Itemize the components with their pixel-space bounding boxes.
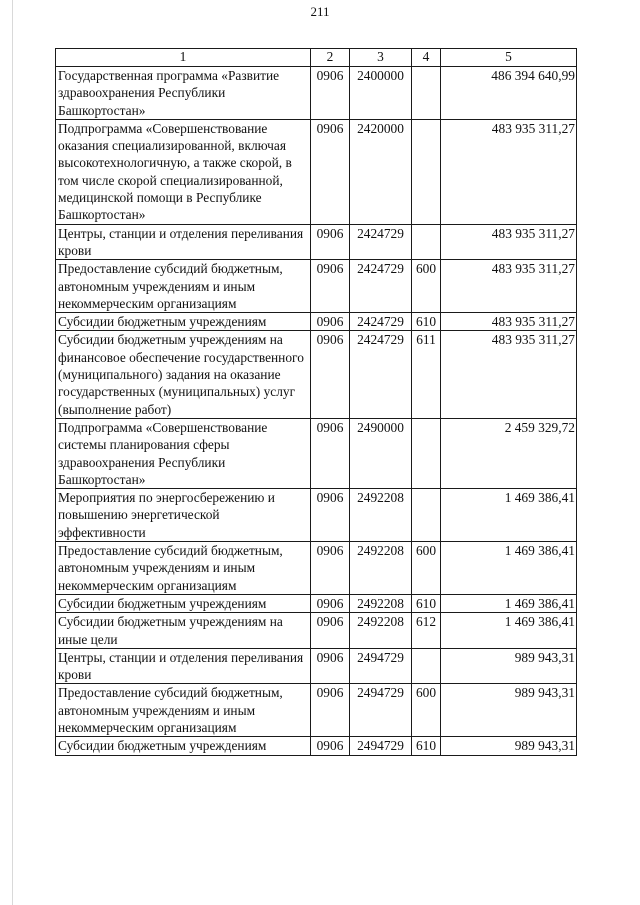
table-row (56, 594, 577, 612)
row-code: 2400000 (350, 67, 412, 120)
column-header-code: 3 (350, 49, 412, 67)
row-section: 0906 (311, 613, 350, 649)
row-code: 2424729 (350, 313, 412, 331)
table-row (56, 648, 577, 684)
row-section: 0906 (311, 313, 350, 331)
row-section: 0906 (311, 594, 350, 612)
row-name: Подпрограмма «Совершенствование системы планирования сферы здравоохранения Республики Башкортостан» (56, 418, 311, 488)
column-header-section: 2 (311, 49, 350, 67)
row-kind (412, 648, 441, 684)
row-code: 2492208 (350, 594, 412, 612)
budget-table (55, 48, 577, 756)
row-name: Субсидии бюджетным учреждениям на иные цели (56, 613, 311, 649)
row-section: 0906 (311, 119, 350, 224)
row-amount: 486 394 640,99 (441, 67, 577, 120)
row-code: 2424729 (350, 224, 412, 260)
table-header-row (56, 49, 577, 67)
row-section: 0906 (311, 684, 350, 737)
row-kind (412, 224, 441, 260)
row-code: 2424729 (350, 260, 412, 313)
row-amount: 483 935 311,27 (441, 260, 577, 313)
column-header-amount: 5 (441, 49, 577, 67)
row-section: 0906 (311, 648, 350, 684)
table-row (56, 119, 577, 224)
row-amount: 2 459 329,72 (441, 418, 577, 488)
table-row (56, 542, 577, 595)
row-name: Предоставление субсидий бюджетным, автономным учреждениям и иным некоммерческим организациям (56, 260, 311, 313)
row-code: 2494729 (350, 684, 412, 737)
row-kind: 610 (412, 737, 441, 755)
row-name: Субсидии бюджетным учреждениям (56, 313, 311, 331)
row-kind: 611 (412, 331, 441, 418)
row-section: 0906 (311, 224, 350, 260)
row-section: 0906 (311, 542, 350, 595)
row-name: Центры, станции и отделения переливания крови (56, 648, 311, 684)
row-code: 2492208 (350, 613, 412, 649)
scan-fold-line (12, 0, 13, 905)
table-row (56, 613, 577, 649)
table-row (56, 331, 577, 418)
row-amount: 483 935 311,27 (441, 313, 577, 331)
row-amount: 989 943,31 (441, 737, 577, 755)
row-section: 0906 (311, 260, 350, 313)
row-amount: 1 469 386,41 (441, 489, 577, 542)
row-code: 2490000 (350, 418, 412, 488)
row-kind (412, 418, 441, 488)
row-name: Государственная программа «Развитие здравоохранения Республики Башкортостан» (56, 67, 311, 120)
row-kind: 600 (412, 260, 441, 313)
page-number: 211 (310, 4, 330, 19)
row-section: 0906 (311, 67, 350, 120)
table-row (56, 313, 577, 331)
row-kind: 610 (412, 594, 441, 612)
row-kind: 600 (412, 542, 441, 595)
row-section: 0906 (311, 737, 350, 755)
row-amount: 483 935 311,27 (441, 331, 577, 418)
row-name: Предоставление субсидий бюджетным, автономным учреждениям и иным некоммерческим организациям (56, 684, 311, 737)
row-amount: 1 469 386,41 (441, 542, 577, 595)
row-kind: 612 (412, 613, 441, 649)
row-amount: 483 935 311,27 (441, 119, 577, 224)
table-row (56, 224, 577, 260)
row-amount: 483 935 311,27 (441, 224, 577, 260)
row-code: 2494729 (350, 737, 412, 755)
row-kind: 600 (412, 684, 441, 737)
row-name: Субсидии бюджетным учреждениям на финансовое обеспечение государственного (муниципального) задания на оказание государственных (муниципальных) услуг (выполнение работ) (56, 331, 311, 418)
row-kind (412, 67, 441, 120)
row-code: 2492208 (350, 542, 412, 595)
row-section: 0906 (311, 331, 350, 418)
table-row (56, 489, 577, 542)
row-kind: 610 (412, 313, 441, 331)
row-name: Субсидии бюджетным учреждениям (56, 594, 311, 612)
row-name: Предоставление субсидий бюджетным, автономным учреждениям и иным некоммерческим организациям (56, 542, 311, 595)
row-section: 0906 (311, 489, 350, 542)
row-code: 2492208 (350, 489, 412, 542)
row-name: Мероприятия по энергосбережению и повышению энергетической эффективности (56, 489, 311, 542)
row-section: 0906 (311, 418, 350, 488)
column-header-kind: 4 (412, 49, 441, 67)
row-amount: 1 469 386,41 (441, 594, 577, 612)
row-kind (412, 489, 441, 542)
table-row (56, 67, 577, 120)
row-amount: 989 943,31 (441, 648, 577, 684)
row-amount: 989 943,31 (441, 684, 577, 737)
row-amount: 1 469 386,41 (441, 613, 577, 649)
row-name: Субсидии бюджетным учреждениям (56, 737, 311, 755)
row-code: 2494729 (350, 648, 412, 684)
row-name: Подпрограмма «Совершенствование оказания специализированной, включая высокотехнологичную, а также скорой, в том числе скорой специализированной, медицинской помощи в Республике Башкортостан» (56, 119, 311, 224)
row-code: 2420000 (350, 119, 412, 224)
table-row (56, 260, 577, 313)
column-header-name: 1 (56, 49, 311, 67)
row-code: 2424729 (350, 331, 412, 418)
row-name: Центры, станции и отделения переливания крови (56, 224, 311, 260)
table-row (56, 684, 577, 737)
row-kind (412, 119, 441, 224)
table-row (56, 737, 577, 755)
table-row (56, 418, 577, 488)
